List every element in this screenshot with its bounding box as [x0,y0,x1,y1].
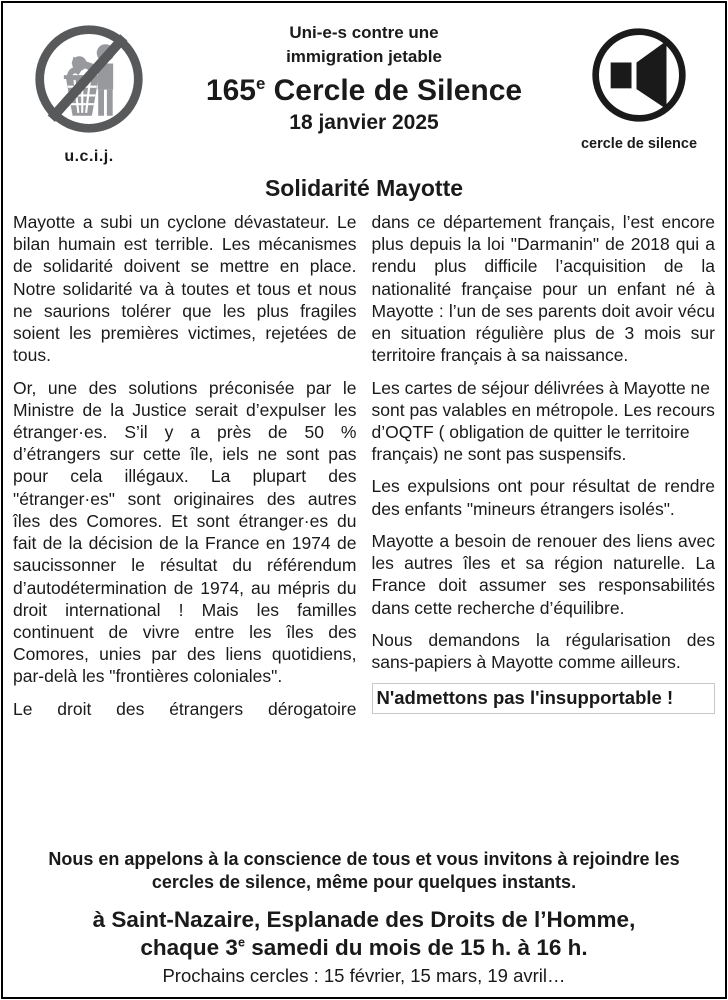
event-title [165,74,563,109]
paragraph: Mayotte a besoin de renouer des liens avec les autres îles et sa région naturelle. La France doit assumer ses responsabilités dans cette recherche d’équilibre. [371,530,715,618]
paragraph: Le droit des étrangers dérogatoire [13,698,357,719]
paragraph: Nous demandons la régularisation des sans-papiers à Mayotte comme ailleurs. [371,629,715,672]
paragraph: Or, une des solutions préconisée par le Ministre de la Justice serait d’expulser les étranger·es. S’il y a près de 50 % d’étrangers sur cette île, iels ne sont pas pour cela illégaux. La plupart des "étranger·es" sont originaires des autres îles des Comores. Et sont étranger·es du fait de la décision de la France en 1974 de saucissonner le résultat du référendum d’autodétermination de 1974, au mépris du droit international ! Mais les familles continuent de vivre entre les îles des Comores, unies par des liens quotidiens, par-delà les "frontières coloniales". [13,377,357,687]
flyer-page [1,1,727,999]
header-titles [165,9,563,135]
cercle-de-silence-label: cercle de silence [580,136,698,152]
slogan: N'admettons pas l'insupportable ! [372,683,716,714]
paragraph: Mayotte a subi un cyclone dévastateur. Le bilan humain est terrible. Les mécanismes de solidarité doivent se mettre en place. Notre solidarité va à toutes et tous et nous ne saurions tolérer que les plus fragiles soient les premières victimes, rejetées de tous. [13,212,357,366]
header [13,9,715,166]
left-column [13,211,357,730]
org-name-line2: immigration jetable [286,46,442,66]
article-title: Solidarité Mayotte [264,175,464,201]
no-disposable-people-icon [31,124,147,141]
appeal-text: Nous en appelons à la conscience de tous et vous invitons à rejoindre les cercles de silence, même pour quelques instants. [48,848,680,893]
schedule-ordinal: e [237,935,245,950]
schedule-line [13,934,715,962]
article-columns [13,211,715,730]
paragraph: Les cartes de séjour délivrées à Mayotte ne sont pas valables en métropole. Les recours d’OQTF ( obligation de quitter le territoire français) ne sont pas suspensifs. [371,377,715,465]
schedule-suffix: samedi du mois de 15 h. à 16 h. [244,934,588,960]
footer [13,848,715,987]
location-line: à Saint-Nazaire, Esplanade des Droits de l’Homme, [92,906,636,932]
ucij-label: u.c.i.j. [64,148,114,165]
event-number: 165 [205,73,256,107]
org-name-line1: Uni-e-s contre une [289,23,439,42]
upcoming-dates: Prochains cercles : 15 février, 15 mars, 19 avril… [162,965,566,986]
paragraph: Les expulsions ont pour résultat de rendre des enfants "mineurs étrangers isolés". [371,476,715,519]
right-column [372,211,716,730]
paragraph: dans ce département français, l’est encore plus depuis la loi "Darmanin" de 2018 qui a rendu plus difficile l’acquisition de la nationalité française pour un enfant né à Mayotte : l’un de ses parents doit avoir vécu en situation régulière plus de 3 mois sur territoire français à sa naissance. [371,212,715,366]
event-ordinal: e [255,73,266,93]
muted-speaker-icon [589,112,689,129]
schedule-prefix: chaque 3 [140,934,238,960]
cercle-logo-block [563,9,715,152]
event-date: 18 janvier 2025 [289,111,439,135]
event-name: Cercle de Silence [265,73,523,107]
ucij-logo-block [13,9,165,166]
